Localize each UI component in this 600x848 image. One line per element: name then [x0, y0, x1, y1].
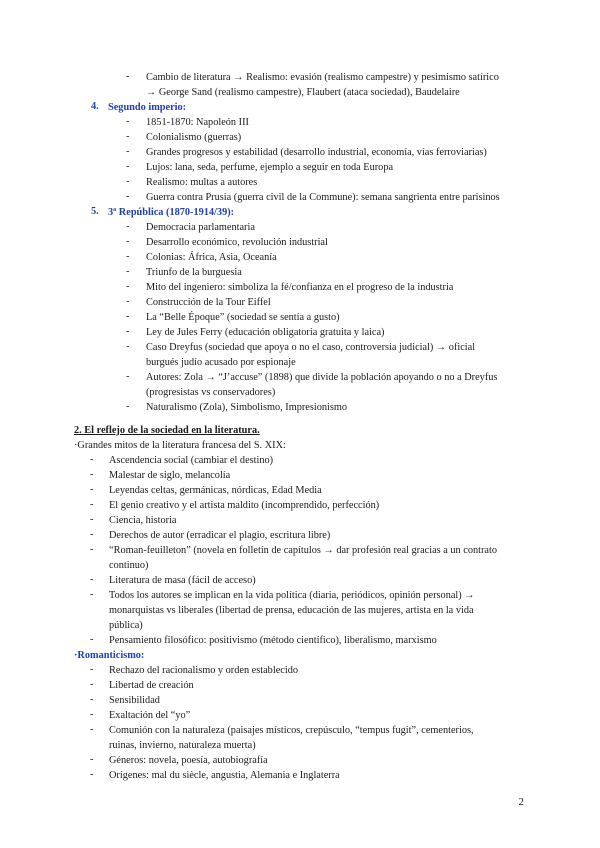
list-item: Mito del ingeniero: simboliza la fé/confianza en el progreso de la industria [146, 282, 454, 293]
list-item: Ley de Jules Ferry (educación obligatoria gratuita y laica) [146, 327, 385, 338]
list-item: Guerra contra Prusia (guerra civil de la Commune): semana sangrienta entre parisinos [146, 192, 500, 203]
list-item: Construcción de la Tour Eiffel [146, 297, 271, 308]
list-item: Malestar de siglo, melancolía [109, 470, 231, 481]
list-item-continuation: pública) [109, 620, 143, 631]
list-item: Orígenes: mal du siècle, angustia, Alemania e Inglaterra [109, 770, 340, 781]
bullet-dash: - [90, 469, 94, 480]
list-item-continuation: continuo) [109, 560, 149, 571]
section-number: 4. [91, 101, 99, 112]
list-item: La “Belle Époque” (sociedad se sentía a gusto) [146, 312, 340, 323]
bullet-dash: - [90, 724, 94, 735]
bullet-dash: - [90, 664, 94, 675]
bullet-dash: - [126, 326, 130, 337]
list-item: Realismo: multas a autores [146, 177, 258, 188]
bullet-dash: - [126, 266, 130, 277]
bullet-dash: - [126, 341, 130, 352]
bullet-dash: - [90, 499, 94, 510]
list-item: Autores: Zola → “J’accuse” (1898) que divide la población apoyando o no a Dreyfus [146, 372, 498, 383]
bullet-dash: - [126, 401, 130, 412]
bullet-dash: - [126, 71, 130, 82]
bullet-dash: - [90, 589, 94, 600]
bullet-dash: - [126, 161, 130, 172]
bullet-dash: - [90, 754, 94, 765]
list-item-continuation: → George Sand (realismo campestre), Flaubert (ataca sociedad), Baudelaire [146, 87, 460, 98]
list-item: Sensibilidad [109, 695, 160, 706]
bullet-dash: - [126, 296, 130, 307]
list-item: 1851-1870: Napoleón III [146, 117, 249, 128]
list-item: Comunión con la naturaleza (paisajes místicos, crepúsculo, “tempus fugit”, cementerios, [109, 725, 474, 736]
bullet-dash: - [126, 281, 130, 292]
bullet-dash: - [90, 634, 94, 645]
list-item-continuation: monarquistas vs liberales (libertad de prensa, educación de las mujeres, artista en la vida [109, 605, 474, 616]
bullet-dash: - [126, 146, 130, 157]
intro-text: ·Grandes mitos de la literatura francesa del S. XIX: [74, 440, 286, 451]
bullet-dash: - [90, 514, 94, 525]
list-item: Triunfo de la burguesia [146, 267, 242, 278]
list-item: Pensamiento filosófico: positivismo (método científico), liberalismo, marxismo [109, 635, 437, 646]
bullet-dash: - [126, 191, 130, 202]
bullet-dash: - [126, 131, 130, 142]
list-item: Literatura de masa (fácil de acceso) [109, 575, 256, 586]
list-item-continuation: (progresistas vs conservadores) [146, 387, 276, 398]
bullet-dash: - [126, 116, 130, 127]
section-heading: 2. El reflejo de la sociedad en la literatura. [74, 425, 260, 436]
list-item: Derechos de autor (erradicar el plagio, escritura libre) [109, 530, 331, 541]
list-item: Ascendencia social (cambiar el destino) [109, 455, 274, 466]
list-item: Lujos: lana, seda, perfume, ejemplo a seguir en toda Europa [146, 162, 394, 173]
list-item: Ciencia, historia [109, 515, 177, 526]
bullet-dash: - [126, 251, 130, 262]
list-item: Rechazo del racionalismo y orden establecido [109, 665, 298, 676]
bullet-dash: - [126, 236, 130, 247]
list-item: “Roman-feuilleton” (novela en folletín de capítulos → dar profesión real gracias a un contrato [109, 545, 497, 556]
bullet-dash: - [126, 311, 130, 322]
section-number: 5. [91, 206, 99, 217]
list-item: Colonialismo (guerras) [146, 132, 242, 143]
list-item: Colonias: África, Asia, Oceanía [146, 252, 277, 263]
bullet-dash: - [90, 454, 94, 465]
list-item: Democracia parlamentaria [146, 222, 255, 233]
list-item: Desarrollo económico, revolución industrial [146, 237, 328, 248]
bullet-dash: - [90, 769, 94, 780]
list-item-continuation: ruinas, invierno, naturaleza muerta) [109, 740, 256, 751]
section-title: Segundo imperio: [108, 102, 187, 113]
bullet-dash: - [90, 484, 94, 495]
bullet-dash: - [126, 371, 130, 382]
list-item: Caso Dreyfus (sociedad que apoya o no el caso, controversia judicial) → oficial [146, 342, 476, 353]
bullet-dash: - [90, 544, 94, 555]
bullet-dash: - [90, 694, 94, 705]
list-item: Leyendas celtas, germánicas, nórdicas, Edad Media [109, 485, 322, 496]
list-item: Cambio de literatura → Realismo: evasión (realismo campestre) y pesimismo satírico [146, 72, 499, 83]
bullet-dash: - [90, 709, 94, 720]
section-title: 3ª República (1870-1914/39): [108, 207, 235, 218]
subsection-title: ·Romanticismo: [74, 650, 145, 661]
bullet-dash: - [90, 679, 94, 690]
bullet-dash: - [90, 529, 94, 540]
bullet-dash: - [126, 221, 130, 232]
list-item: El genio creativo y el artista maldito (incomprendido, perfección) [109, 500, 380, 511]
list-item: Exaltación del “yo” [109, 710, 191, 721]
bullet-dash: - [126, 176, 130, 187]
bullet-dash: - [90, 574, 94, 585]
list-item: Naturalismo (Zola), Simbolismo, Impresionismo [146, 402, 348, 413]
page-number: 2 [518, 796, 524, 808]
list-item: Libertad de creación [109, 680, 194, 691]
list-item: Géneros: novela, poesía, autobiografía [109, 755, 268, 766]
list-item-continuation: burgués judío acusado por espionaje [146, 357, 296, 368]
list-item: Grandes progresos y estabilidad (desarrollo industrial, economía, vías ferroviarias) [146, 147, 487, 158]
list-item: Todos los autores se implican en la vida política (diaria, periódicos, opinión personal) → [109, 590, 475, 601]
